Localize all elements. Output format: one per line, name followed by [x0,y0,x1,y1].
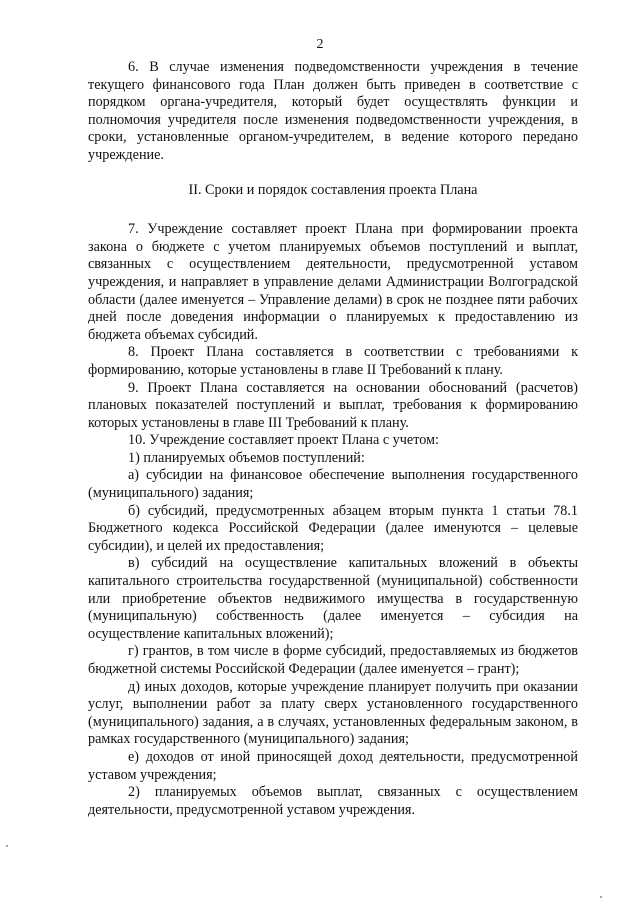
list-item-b: б) субсидий, предусмотренных абзацем вторым пункта 1 статьи 78.1 Бюджетного кодекса Российской Федерации (далее именуются – целевые субсидии), и целей их предоставления; [88,502,578,554]
document-body [88,59,578,819]
list-item-v: в) субсидий на осуществление капитальных вложений в объекты капитального строительства государственной (муниципальной) собственности или приобретение объектов недвижимого имущества в государственную (муниципальную) собственность (далее именуется – субсидия на осуществление капитальных вложений); [88,555,578,642]
list-item-2: 2) планируемых объемов выплат, связанных с осуществлением деятельности, предусмотренной уставом учреждения. [88,784,578,818]
paragraph-6: 6. В случае изменения подведомственности учреждения в течение текущего финансового года План должен быть приведен в соответствие с порядком органа-учредителя, который будет осуществлять функции и полномочия учредителя после изменения подведомственности учреждения, в сроки, установленные органом-учредителем, в ведение которого передано учреждение. [88,59,578,163]
list-item-e: е) доходов от иной приносящей доход деятельности, предусмотренной уставом учреждения; [88,748,578,783]
list-item-d: д) иных доходов, которые учреждение планирует получить при оказании услуг, выполнении работ за плату сверх установленного государственного (муниципального) задания, а в случаях, установленных федеральным законом, в рамках государственного (муниципального) задания; [88,678,578,748]
list-item-1: 1) планируемых объемов поступлений: [128,449,365,466]
list-item-a: а) субсидии на финансовое обеспечение выполнения государственного (муниципального) задания; [88,467,578,502]
list-item-g: г) грантов, в том числе в форме субсидий, предоставляемых из бюджетов бюджетной системы Российской Федерации (далее именуется – грант); [88,643,578,677]
scan-speck [600,896,602,898]
page-number: 2 [316,37,324,52]
scan-speck [6,845,8,847]
paragraph-9: 9. Проект Плана составляется на основании обоснований (расчетов) плановых показателей поступлений и выплат, требования к формированию которых установлены в главе III Требований к плану. [88,379,578,431]
paragraph-7: 7. Учреждение составляет проект Плана при формировании проекта закона о бюджете с учетом планируемых объемов поступлений и выплат, связанных с осуществлением деятельности, предусмотренной уставом учреждения, и направляет в управление делами Администрации Волгоградской области (далее именуется – Управление делами) в срок не позднее пяти рабочих дней после доведения информации о планируемых к предоставлению из бюджета объемах субсидий. [88,221,578,343]
paragraph-10: 10. Учреждение составляет проект Плана с учетом: [128,432,439,449]
section-heading: II. Сроки и порядок составления проекта Плана [188,181,478,198]
paragraph-8: 8. Проект Плана составляется в соответствии с требованиями к формированию, которые установлены в главе II Требований к плану. [88,344,578,378]
